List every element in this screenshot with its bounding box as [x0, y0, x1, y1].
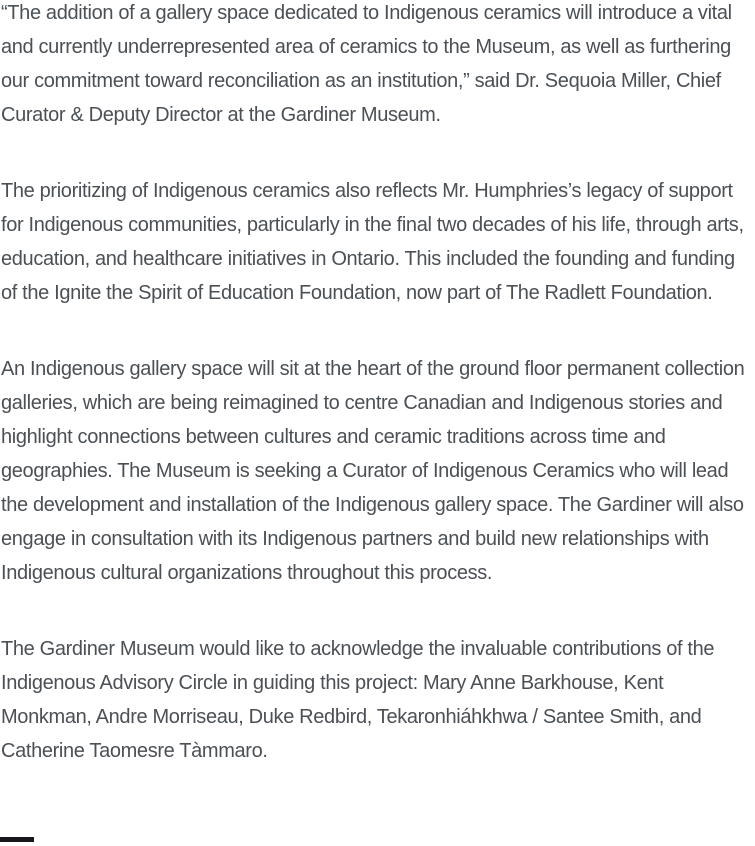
paragraph-legacy: The prioritizing of Indigenous ceramics also reflects Mr. Humphries’s legacy of support for Indigenous communities, particularly in the final two decades of his life, through arts, education, and healthcare initiatives in Ontario. This included the founding and funding of the Ignite the Spirit of Education Foundation, now part of The Radlett Foundation.	[1, 180, 744, 304]
paragraph-acknowledgement: The Gardiner Museum would like to acknowledge the invaluable contributions of the Indigenous Advisory Circle in guiding this project: Mary Anne Barkhouse, Kent Monkman, Andre Morriseau, Duke Redbird, Tekaronhiáhkhwa / Santee Smith, and Catherine Taomesre Tàmmaro.	[1, 638, 715, 762]
paragraph-quote: “The addition of a gallery space dedicated to Indigenous ceramics will introduce a vital and currently underrepresented area of ceramics to the Museum, as well as furthering our commitment toward reconciliation as an institution,” said Dr. Sequoia Miller, Chief Curator & Deputy Director at the Gardiner Museum.	[1, 2, 732, 126]
partially-visible-element	[0, 837, 34, 842]
paragraph-gallery-plans: An Indigenous gallery space will sit at the heart of the ground floor permanent collection galleries, which are being reimagined to centre Canadian and Indigenous stories and highlight connections between cultures and ceramic traditions across time and geographies. The Museum is seeking a Curator of Indigenous Ceramics who will lead the development and installation of the Indigenous gallery space. The Gardiner will also engage in consultation with its Indigenous partners and build new relationships with Indigenous cultural organizations throughout this process.	[1, 358, 745, 584]
